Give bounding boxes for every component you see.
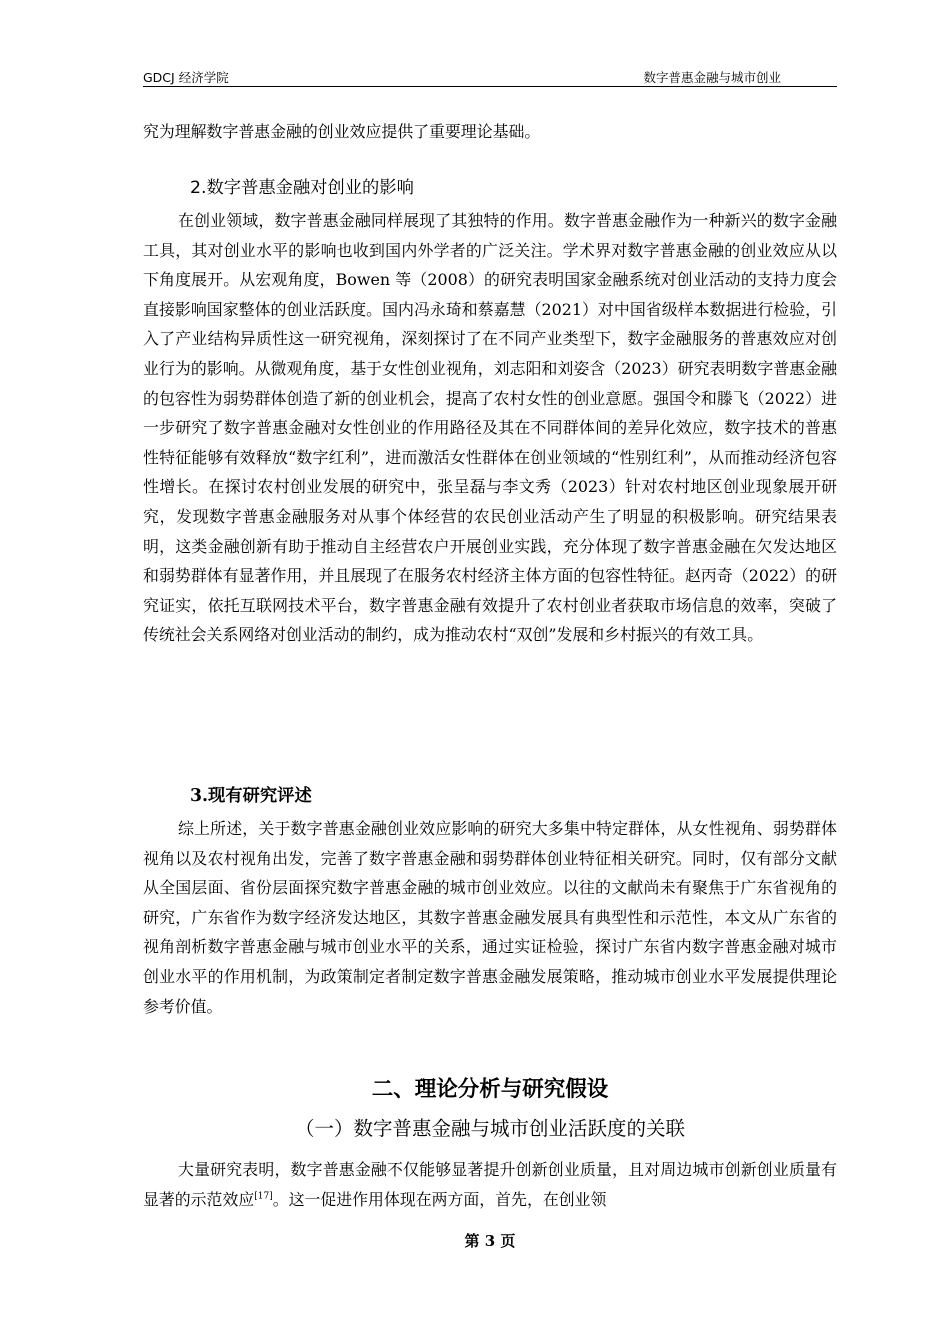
chapter-subtitle: （一）数字普惠金融与城市创业活跃度的关联: [294, 1117, 685, 1140]
section-2-text-part1: 在创业领域，数字普惠金融同样展现了其独特的作用。数字普惠金融作为一种新兴的数字金融工具，其对创业水平的影响也收到国内外学者的广泛关注。学术界对数字普惠金融的创业效应从以下角度展开。从宏观角度，Bowen 等（2008）的研究表明国家金融系统对创业活动的支持力度会直接影响国家整体的创业活跃度。国内冯永琦和蔡嘉慧（2021）对中国省级样本数据进行检验，引入了产业结构异质性这一研究视角，深刻探讨了在不同产业类型下，数字金融服务的普惠效应对创业行为的影响。从微观角度，基于女性创业视角，刘志阳和刘姿含（2023）研究表明数字普惠金融的包容性为弱势群体创造了新的创业机会，提高了农村女性的创业意愿。强国令和滕飞（2022）进一步研究了数字普惠金融对女性创业的作用路径及其在不同群体间的差异化效应，数字技术的普惠性特征能够有效释放“数字红利”，进而激活女性群体在创业领域的“性别红利”，从而推动经济包容性增长。: [143, 211, 837, 497]
page-header: [143, 68, 837, 87]
header-institution: GDCJ 经济学院: [143, 70, 229, 85]
chapter-paragraph: [143, 1155, 837, 1214]
section-2-paragraph: [143, 206, 837, 650]
citation-ref: [17]: [254, 1191, 273, 1202]
section-3-heading: 3.现有研究评述: [190, 786, 312, 806]
section-2-text-part2: ，张呈磊与李文秀（2023）针对农村地区创业现象展开研究，发现数字普惠金融服务对从事个体经营的农民创业活动产生了明显的积极影响。研究结果表明，这类金融创新有助于推动自主经营农户开展创业实践，充分体现了数字普惠金融在欠发达地区和弱势群体有显著作用，并且展现了在服务农村经济主体方面的包容性特征。赵丙奇（2022）的研究证实，依托互联网技术平台，数字普惠金融有效提升了农村创业者获取市场信息的效率，突破了传统社会关系网络对创业活动的制约，成为推动农村“双创”发展和乡村振兴的有效工具。: [143, 477, 837, 645]
section-2-text-emphasis: 在探讨农村创业发展的研究中: [208, 477, 421, 497]
section-2-heading: 2.数字普惠金融对创业的影响: [190, 178, 414, 198]
chapter-text-part2: 。这一促进作用体现在两方面，首先，在创业领: [272, 1189, 607, 1209]
chapter-title: 二、理论分析与研究假设: [371, 1077, 609, 1102]
header-title: 数字普惠金融与城市创业: [643, 70, 781, 85]
section-3-paragraph: 综上所述，关于数字普惠金融创业效应影响的研究大多集中特定群体，从女性视角、弱势群体视角以及农村视角出发，完善了数字普惠金融和弱势群体创业特征相关研究。同时，仅有部分文献从全国层面、省份层面探究数字普惠金融的城市创业效应。以往的文献尚未有聚焦于广东省视角的研究，广东省作为数字经济发达地区，其数字普惠金融发展具有典型性和示范性，本文从广东省的视角剖析数字普惠金融与城市创业水平的关系，通过实证检验，探讨广东省内数字普惠金融对城市创业水平的作用机制，为政策制定者制定数字普惠金融发展策略，推动城市创业水平发展提供理论参考价值。: [143, 819, 837, 1016]
chapter-text-part1: 大量研究表明，数字普惠金融不仅能够显著提升创新创业质量，且对周边城市创新创业质量有显著的示范效应: [143, 1160, 837, 1209]
page-number: 第 3 页: [464, 1232, 516, 1250]
continuation-paragraph: 究为理解数字普惠金融的创业效应提供了重要理论基础。: [143, 122, 541, 141]
